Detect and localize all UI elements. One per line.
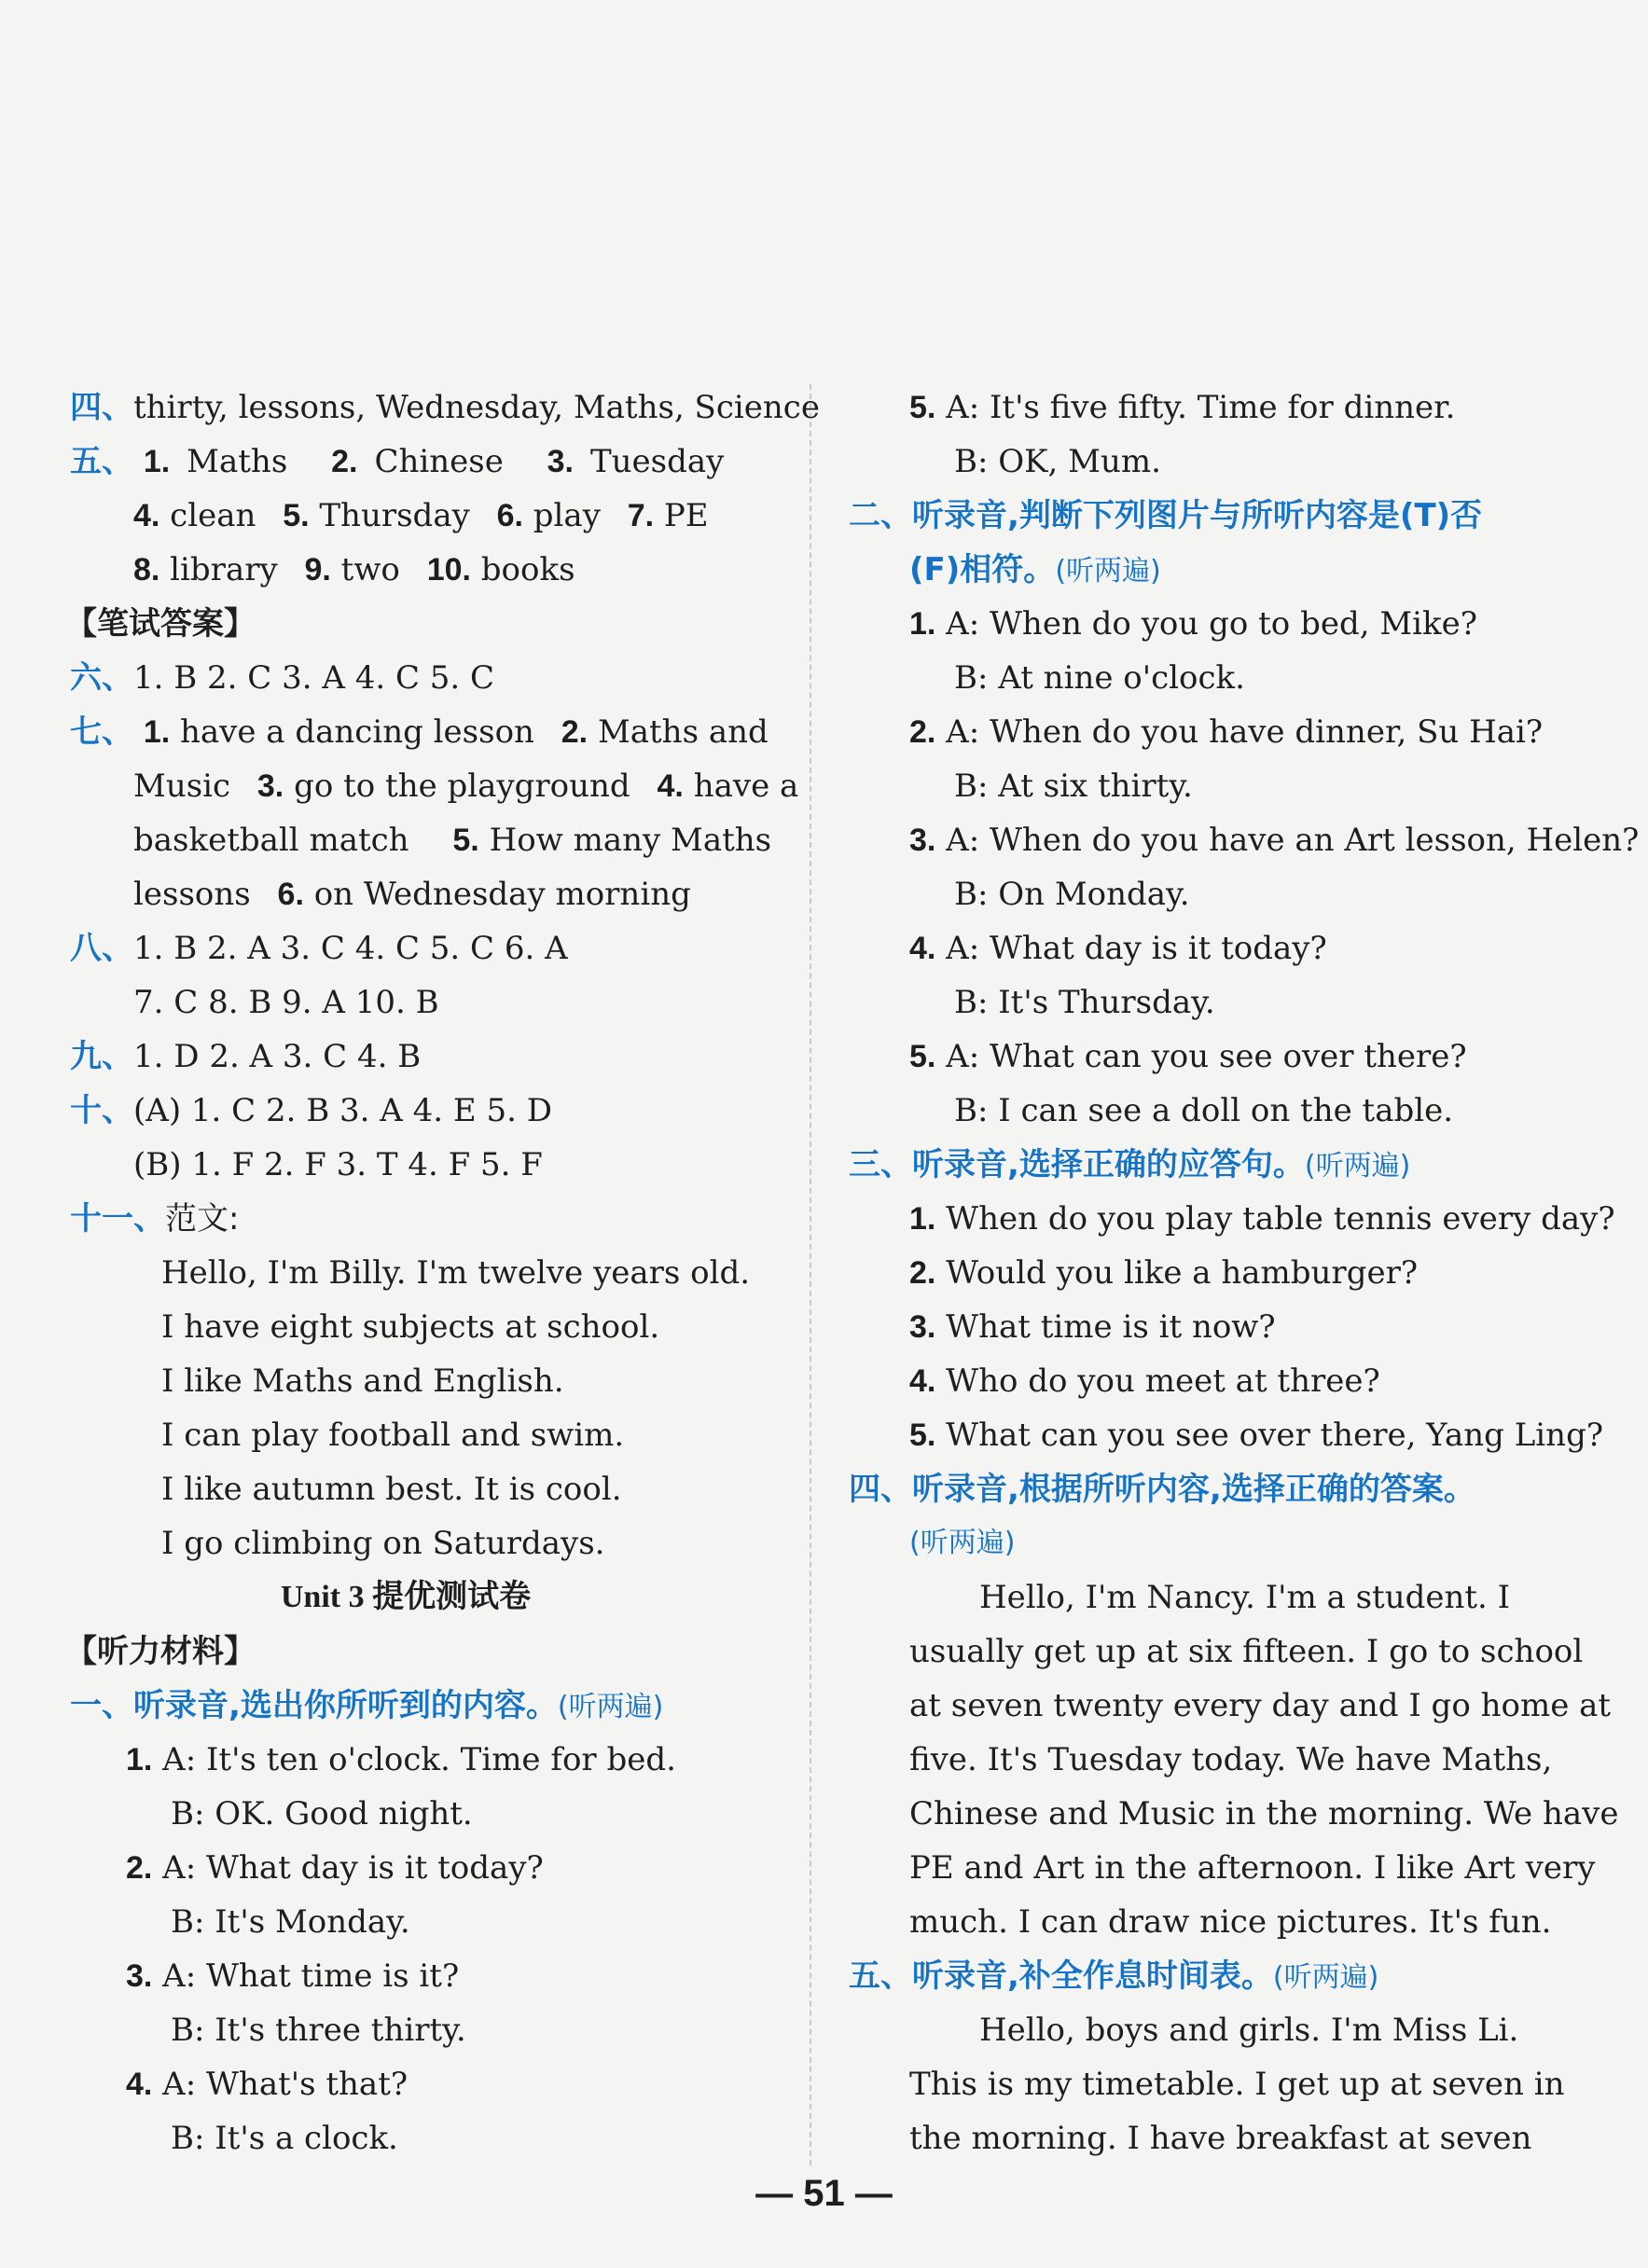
- dialog-line: B: It's a clock.: [171, 2120, 398, 2157]
- passage-line: Hello, I'm Nancy. I'm a student. I: [979, 1579, 1511, 1616]
- question-line: 3. What time is it now?: [909, 1308, 1276, 1346]
- answer-line-8: 八、1. B 2. A 3. C 4. C 5. C 6. A: [70, 930, 568, 967]
- passage-line: Chinese and Music in the morning. We have: [909, 1795, 1619, 1832]
- question-line: 4. Who do you meet at three?: [909, 1362, 1380, 1400]
- answer-line-7d: lessons 6. on Wednesday morning: [133, 876, 691, 913]
- passage-line: Hello, boys and girls. I'm Miss Li.: [979, 2012, 1519, 2049]
- section-4-heading: 四、听录音,根据所听内容,选择正确的答案。: [849, 1471, 1475, 1508]
- section-5-heading: 五、听录音,补全作息时间表。(听两遍): [849, 1957, 1379, 1995]
- dialog-line: 5. A: It's five fifty. Time for dinner.: [909, 389, 1456, 426]
- section-2-heading-cont: (F)相符。(听两遍): [909, 551, 1161, 588]
- answer-line-5c: 8. library 9. two 10. books: [133, 551, 575, 588]
- listening-materials-label: 【听力材料】: [65, 1633, 256, 1670]
- dialog-line: 3. A: When do you have an Art lesson, Helen?: [909, 822, 1640, 859]
- dialog-line: B: At nine o'clock.: [954, 659, 1245, 697]
- answer-line-5: 五、 1. Maths 2. Chinese 3. Tuesday: [70, 443, 725, 480]
- dialog-line: B: OK. Good night.: [171, 1795, 473, 1832]
- answer-line-7: 七、 1. have a dancing lesson 2. Maths and: [70, 713, 769, 751]
- dialog-line: B: OK, Mum.: [954, 443, 1161, 480]
- dialog-line: B: On Monday.: [954, 876, 1190, 913]
- passage-line: the morning. I have breakfast at seven: [909, 2120, 1532, 2157]
- answer-line-7b: Music 3. go to the playground 4. have a: [133, 768, 799, 805]
- dialog-line: B: I can see a doll on the table.: [954, 1092, 1454, 1129]
- dialog-line: 5. A: What can you see over there?: [909, 1038, 1467, 1075]
- passage-line: usually get up at six fifteen. I go to school: [909, 1633, 1584, 1670]
- section-2-heading: 二、听录音,判断下列图片与所听内容是(T)否: [849, 497, 1483, 534]
- dialog-line: 3. A: What time is it?: [126, 1957, 460, 1995]
- dialog-line: 4. A: What day is it today?: [909, 930, 1327, 967]
- section-4-hint: (听两遍): [909, 1527, 1016, 1559]
- answer-line-10: 十、(A) 1. C 2. B 3. A 4. E 5. D: [70, 1092, 553, 1129]
- essay-line: I like autumn best. It is cool.: [161, 1471, 622, 1508]
- question-line: 5. What can you see over there, Yang Ling?: [909, 1417, 1604, 1454]
- question-line: 2. Would you like a hamburger?: [909, 1254, 1419, 1292]
- essay-line: I like Maths and English.: [161, 1362, 564, 1400]
- passage-line: PE and Art in the afternoon. I like Art very: [909, 1849, 1596, 1887]
- essay-line: I go climbing on Saturdays.: [161, 1525, 605, 1562]
- passage-line: much. I can draw nice pictures. It's fun.: [909, 1903, 1552, 1941]
- section-1-heading: 一、听录音,选出你所听到的内容。(听两遍): [70, 1687, 664, 1724]
- page-number: — 51 —: [755, 2173, 893, 2214]
- dialog-line: B: It's Thursday.: [954, 984, 1215, 1021]
- passage-line: five. It's Tuesday today. We have Maths,: [909, 1741, 1553, 1778]
- essay-line: I can play football and swim.: [161, 1417, 625, 1454]
- dialog-line: 1. A: It's ten o'clock. Time for bed.: [126, 1741, 676, 1778]
- question-line: 1. When do you play table tennis every day?: [909, 1200, 1615, 1238]
- written-answers-label: 【笔试答案】: [65, 605, 256, 643]
- dialog-line: 2. A: When do you have dinner, Su Hai?: [909, 713, 1544, 751]
- passage-line: This is my timetable. I get up at seven in: [909, 2066, 1565, 2103]
- dialog-line: B: It's three thirty.: [171, 2012, 466, 2049]
- dialog-line: B: At six thirty.: [954, 768, 1193, 805]
- answer-line-6: 六、1. B 2. C 3. A 4. C 5. C: [70, 659, 495, 697]
- dialog-line: B: It's Monday.: [171, 1903, 410, 1941]
- dialog-line: 2. A: What day is it today?: [126, 1849, 544, 1887]
- answer-line-11: 十一、范文:: [70, 1200, 240, 1238]
- dialog-line: 1. A: When do you go to bed, Mike?: [909, 605, 1477, 643]
- unit-title: Unit 3 提优测试卷: [280, 1580, 532, 1614]
- answer-line-9: 九、1. D 2. A 3. C 4. B: [70, 1038, 422, 1075]
- passage-line: at seven twenty every day and I go home at: [909, 1687, 1612, 1724]
- column-divider: [810, 384, 811, 2165]
- answer-line-4: 四、thirty, lessons, Wednesday, Maths, Science: [70, 389, 820, 426]
- answer-line-10b: (B) 1. F 2. F 3. T 4. F 5. F: [133, 1146, 543, 1183]
- essay-line: Hello, I'm Billy. I'm twelve years old.: [161, 1254, 751, 1292]
- answer-line-8b: 7. C 8. B 9. A 10. B: [133, 984, 439, 1021]
- essay-line: I have eight subjects at school.: [161, 1308, 660, 1346]
- answer-line-5b: 4. clean 5. Thursday 6. play 7. PE: [133, 497, 709, 534]
- section-3-heading: 三、听录音,选择正确的应答句。(听两遍): [849, 1146, 1411, 1183]
- answer-line-7c: basketball match 5. How many Maths: [133, 822, 772, 859]
- dialog-line: 4. A: What's that?: [126, 2066, 409, 2103]
